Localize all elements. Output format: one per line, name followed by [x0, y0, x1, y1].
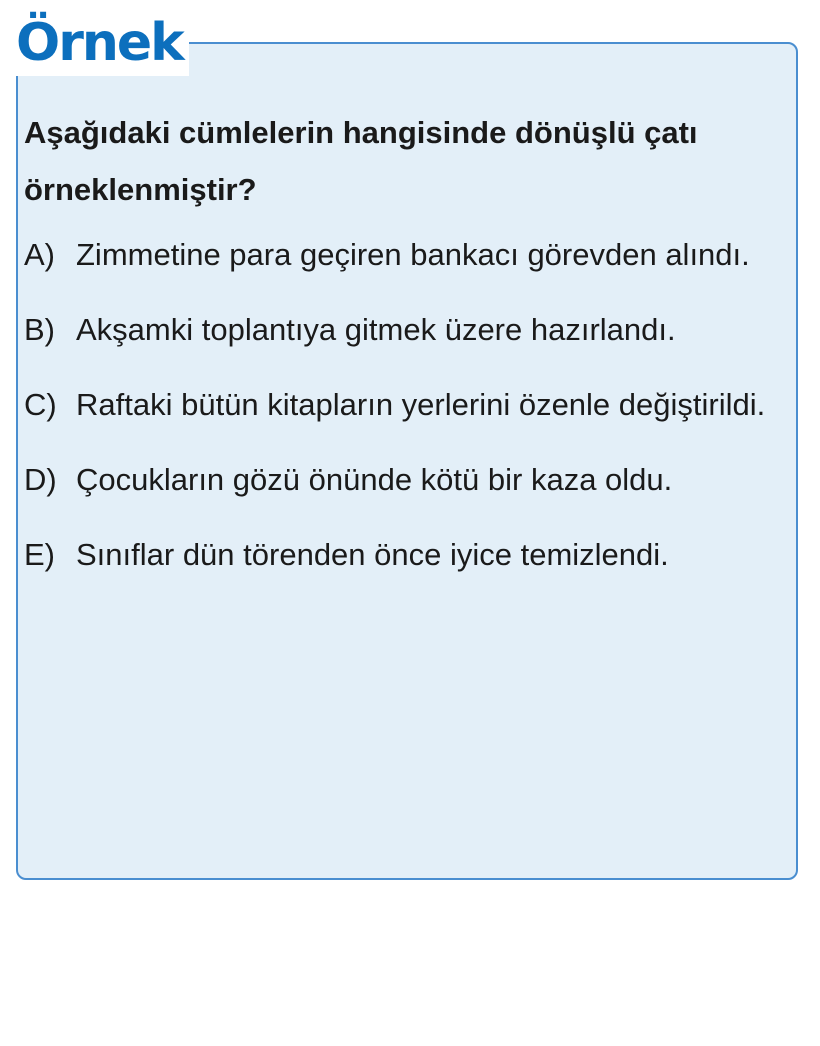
option-d-letter: D) — [24, 462, 57, 497]
option-c-letter: C) — [24, 387, 57, 422]
option-a-text: Zimmetine para geçiren bankacı görevden alındı. — [76, 237, 750, 272]
option-e-text: Sınıflar dün törenden önce iyice temizlendi. — [76, 537, 669, 572]
option-c-text: Raftaki bütün kitapların yerlerini özenle değiştirildi. — [76, 387, 766, 422]
option-e[interactable] — [24, 527, 804, 582]
option-e-letter: E) — [24, 537, 55, 572]
answer-options — [24, 227, 804, 602]
option-b[interactable] — [24, 302, 804, 357]
option-b-text: Akşamki toplantıya gitmek üzere hazırlandı. — [76, 312, 676, 347]
example-label: Örnek — [10, 10, 189, 76]
option-a-letter: A) — [24, 237, 55, 272]
option-c[interactable] — [24, 377, 804, 432]
option-a[interactable] — [24, 227, 804, 282]
option-d-text: Çocukların gözü önünde kötü bir kaza oldu. — [76, 462, 673, 497]
option-d[interactable] — [24, 452, 804, 507]
option-b-letter: B) — [24, 312, 55, 347]
question-text: Aşağıdaki cümlelerin hangisinde dönüşlü çatı örneklenmiştir? — [24, 115, 698, 207]
